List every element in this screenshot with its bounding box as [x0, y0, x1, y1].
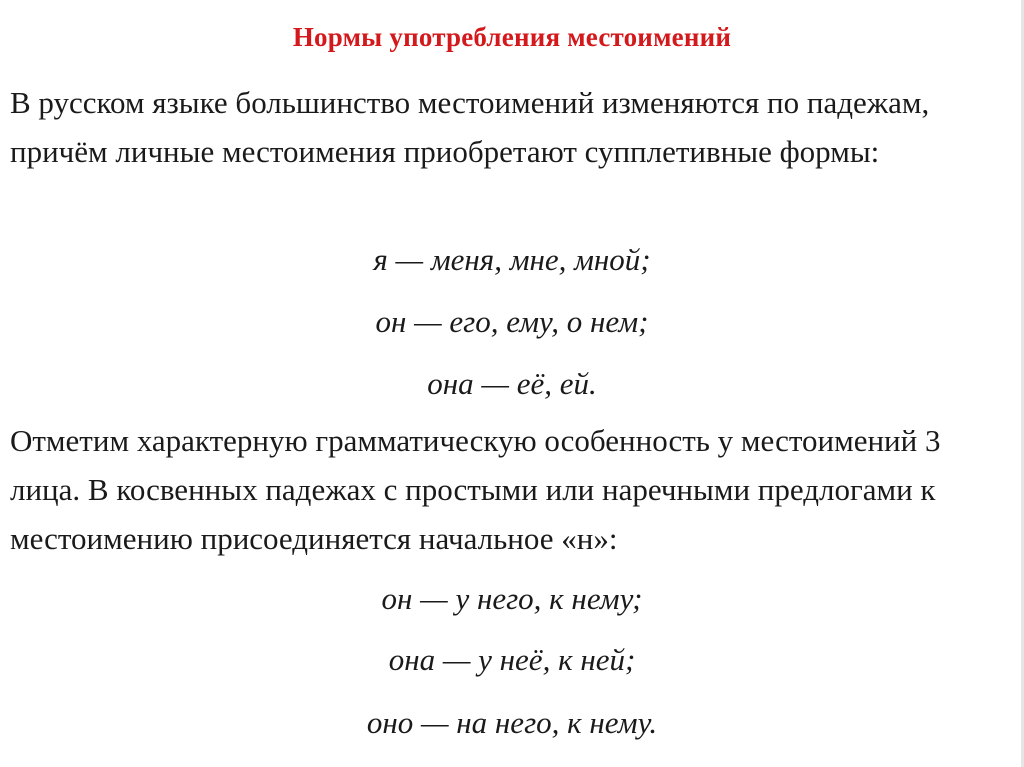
- intro-paragraph: В русском языке большинство местоимений изменяются по падежам, причём личные местоимения приобретают супплетивные формы:: [10, 85, 930, 169]
- slide-title: Нормы употребления местоимений: [292, 22, 732, 52]
- example-line: оно — на него, к нему.: [366, 705, 658, 740]
- example-line: она — её, ей.: [427, 366, 597, 401]
- example-line: он — у него, к нему;: [381, 581, 643, 616]
- example-line: он — его, ему, о нем;: [375, 304, 649, 339]
- example-line: я — меня, мне, мной;: [373, 242, 651, 277]
- example-line: она — у неё, к ней;: [388, 642, 636, 677]
- third-person-paragraph: Отметим характерную грамматическую особенность у местоимений 3 лица. В косвенных падежах с простыми или наречными предлогами к местоимению присоединяется начальное «н»:: [10, 423, 941, 556]
